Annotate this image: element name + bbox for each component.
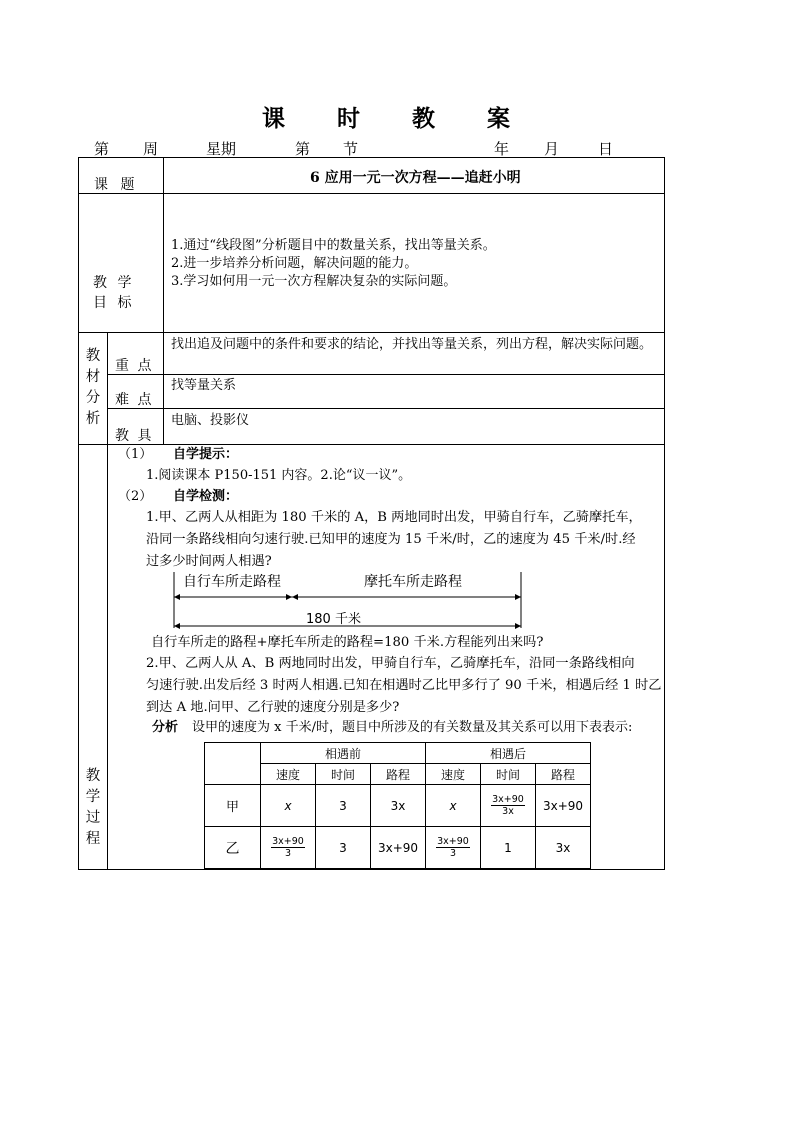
key-point-value: 找出追及问题中的条件和要求的结论，并找出等量关系，列出方程，解决实际问题。	[171, 337, 653, 352]
meta-di2: 第	[295, 140, 311, 158]
table-row	[205, 785, 591, 827]
arrowhead	[286, 594, 292, 600]
key-point-label: 重 点	[115, 358, 154, 374]
cell: 3	[316, 827, 371, 869]
material-subcolumn-divider	[107, 332, 108, 444]
item1-title: 自学提示：	[173, 447, 239, 462]
tools-label: 教 具	[115, 428, 154, 444]
material-label: 教材分析	[85, 348, 101, 427]
topic-label: 课 题	[94, 177, 139, 193]
table-row	[205, 827, 591, 869]
question1-line: 1.甲、乙两人从相距为 180 千米的 A，B 两地同时出发，甲骑自行车，乙骑摩托车，	[146, 510, 642, 525]
item1-number: （1）	[118, 447, 153, 462]
process-column-divider	[107, 444, 108, 870]
fraction-denominator: 3	[449, 848, 457, 859]
fraction	[491, 794, 525, 817]
fraction-numerator: 3x+90	[272, 836, 304, 847]
cell: 3x+90	[536, 785, 591, 827]
row-divider	[107, 408, 665, 409]
cell-fraction	[481, 785, 536, 827]
row-divider	[78, 193, 665, 194]
cell: 3x	[536, 827, 591, 869]
item2-title: 自学检测：	[173, 489, 239, 504]
goals-label-line2: 目 标	[93, 295, 135, 311]
label-column-divider	[163, 157, 164, 444]
question2-line: 匀速行驶.出发后经 3 时两人相遇.已知在相遇时乙比甲多行了 90 千米，相遇后经 1 时乙	[146, 678, 662, 693]
question2-line: 到达 A 地.问甲、乙行驶的速度分别是多少?	[146, 700, 400, 715]
question2-line: 2.甲、乙两人从 A、B 两地同时出发，甲骑自行车，乙骑摩托车，沿同一条路线相向	[146, 656, 635, 671]
column-header: 时间	[481, 764, 536, 785]
cell: 3x	[371, 785, 426, 827]
fraction-numerator: 3x+90	[437, 836, 469, 847]
analysis-table	[204, 742, 591, 869]
goals-label-line1: 教 学	[93, 275, 135, 291]
question1-line: 过多少时间两人相遇?	[146, 554, 272, 569]
column-header: 路程	[371, 764, 426, 785]
goal-item: 3.学习如何用一元一次方程解决复杂的实际问题。	[171, 274, 457, 289]
arrowhead	[515, 594, 521, 600]
row-divider	[78, 444, 665, 445]
item1-text: 1.阅读课本 P150-151 内容。2.论“议一议”。	[146, 468, 412, 483]
meta-ri: 日	[598, 140, 614, 158]
row-name: 甲	[205, 785, 261, 827]
segment-diagram	[165, 566, 535, 638]
motorcycle-distance-label: 摩托车所走路程	[364, 574, 462, 590]
cell: x	[261, 785, 316, 827]
fraction-numerator: 3x+90	[492, 794, 524, 805]
meta-xingqi: 星期	[206, 140, 237, 158]
arrowhead	[515, 623, 521, 629]
cell: 3x+90	[371, 827, 426, 869]
cell: 3	[316, 785, 371, 827]
cell-fraction	[261, 827, 316, 869]
question1-line: 沿同一条路线相向匀速行驶.已知甲的速度为 15 千米/时，乙的速度为 45 千米/时.经	[146, 532, 636, 547]
analysis-label: 分析	[152, 720, 179, 735]
cell-fraction	[426, 827, 481, 869]
column-header: 时间	[316, 764, 371, 785]
analysis-text: 设甲的速度为 x 千米/时，题目中所涉及的有关数量及其关系可以用下表表示:	[192, 720, 633, 735]
meta-zhou: 周	[143, 140, 159, 158]
arrowhead	[292, 594, 298, 600]
meta-di: 第	[94, 140, 110, 158]
bicycle-distance-label: 自行车所走路程	[183, 574, 281, 590]
total-distance-label: 180 千米	[306, 612, 361, 627]
cell: 1	[481, 827, 536, 869]
fraction	[271, 836, 305, 859]
row-divider	[78, 332, 665, 333]
row-divider	[107, 374, 665, 375]
table-corner	[205, 743, 261, 785]
fraction-denominator: 3	[284, 848, 292, 859]
difficulty-label: 难 点	[115, 392, 154, 408]
topic-value: 6 应用一元一次方程——追赶小明	[310, 170, 521, 186]
cell: x	[426, 785, 481, 827]
fraction-denominator: 3x	[502, 806, 514, 817]
difficulty-value: 找等量关系	[171, 378, 237, 393]
arrowhead	[174, 594, 180, 600]
goal-item: 2.进一步培养分析问题，解决问题的能力。	[171, 256, 418, 271]
page-title: 课 时 教 案	[261, 105, 533, 132]
question1-follow-up: 自行车所走的路程+摩托车所走的路程=180 千米.方程能列出来吗?	[151, 635, 544, 650]
arrowhead	[174, 623, 180, 629]
group-before-header: 相遇前	[261, 743, 426, 764]
item2-number: （2）	[118, 489, 153, 504]
row-name: 乙	[205, 827, 261, 869]
meta-yue: 月	[544, 140, 560, 158]
process-label: 教学过程	[85, 768, 101, 847]
fraction	[436, 836, 470, 859]
goal-item: 1.通过“线段图”分析题目中的数量关系，找出等量关系。	[171, 238, 496, 253]
column-header: 路程	[536, 764, 591, 785]
column-header: 速度	[426, 764, 481, 785]
meta-jie: 节	[343, 140, 359, 158]
meta-nian: 年	[494, 140, 510, 158]
group-after-header: 相遇后	[426, 743, 591, 764]
column-header: 速度	[261, 764, 316, 785]
tools-value: 电脑、投影仪	[171, 413, 250, 428]
